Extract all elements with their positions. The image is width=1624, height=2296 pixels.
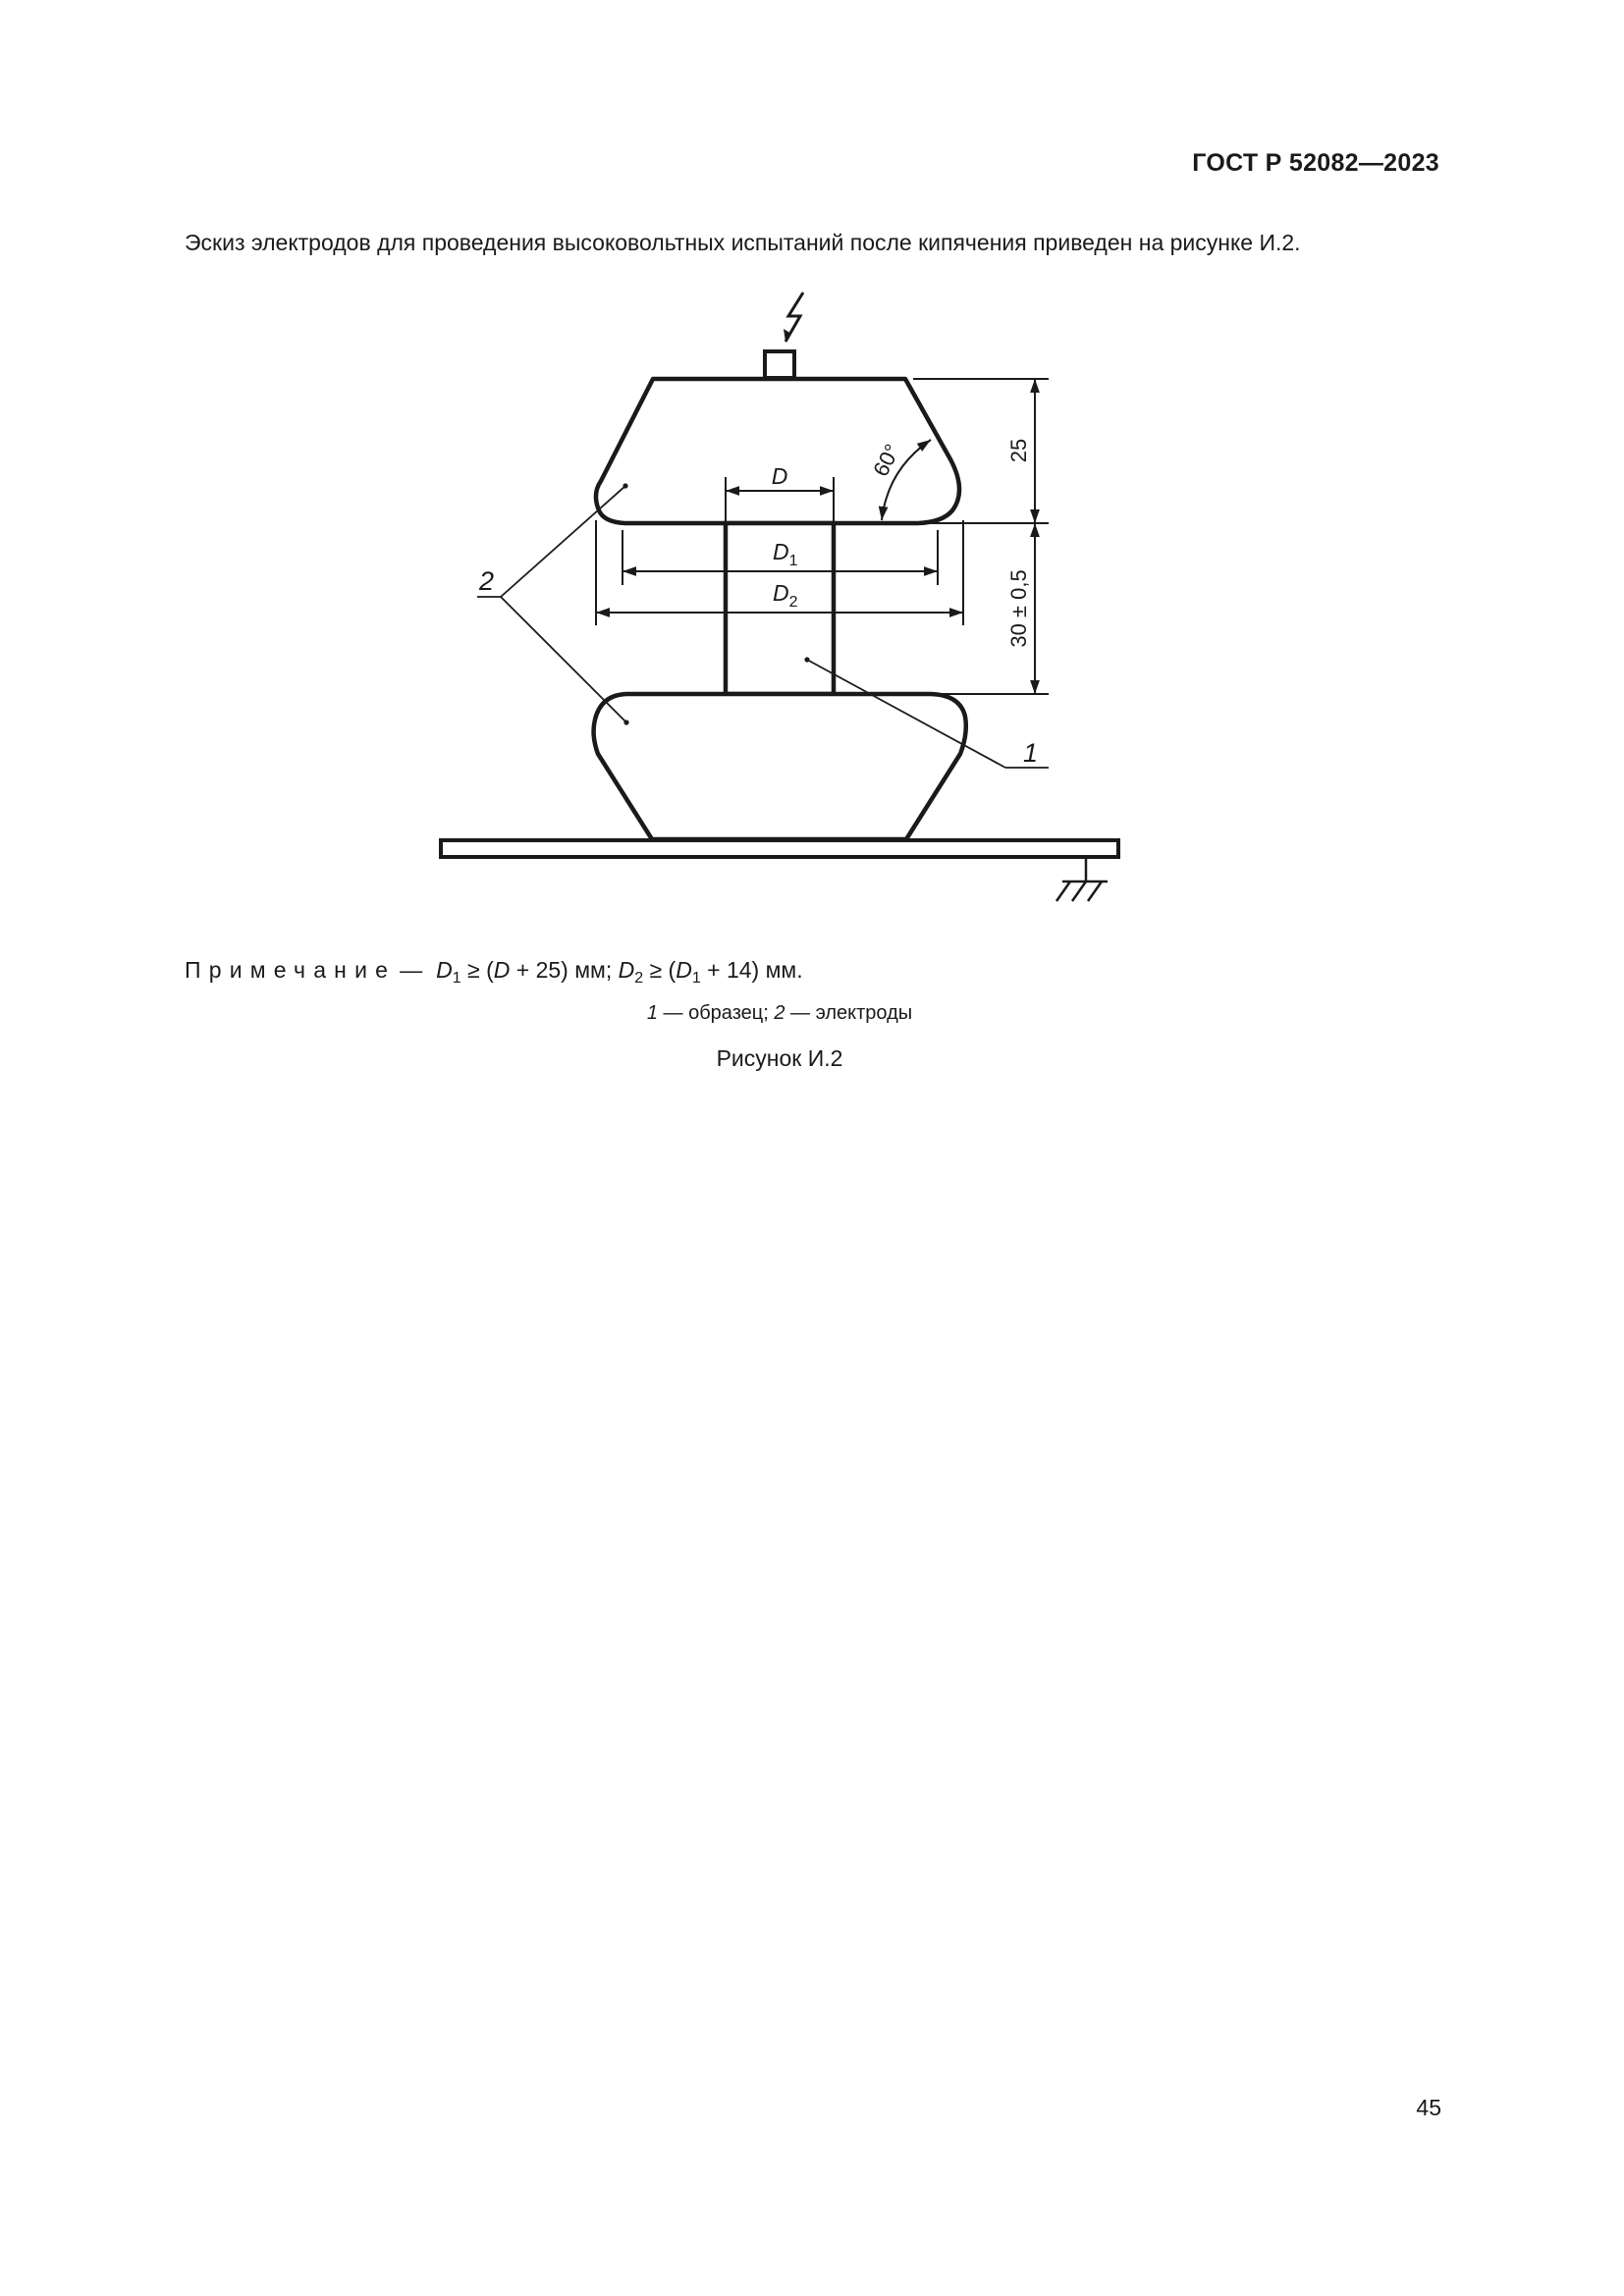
callout-electrodes-label: 2 bbox=[479, 566, 495, 596]
upper-electrode bbox=[596, 379, 959, 523]
dimension-d1-label: $D_1$ bbox=[773, 539, 798, 569]
electrode-diagram bbox=[0, 0, 1624, 942]
figure-caption: Рисунок И.2 bbox=[716, 1045, 843, 1071]
page-number: 45 bbox=[1416, 2095, 1441, 2120]
figure-legend: 1 — образец; 2 — электроды bbox=[646, 1002, 913, 1024]
dimension-d-label: D bbox=[771, 463, 788, 489]
base-plate bbox=[441, 840, 1118, 857]
dimension-height-top-label: 25 bbox=[1006, 438, 1031, 463]
note-label: Примечание bbox=[185, 957, 397, 983]
callout-electrodes bbox=[477, 486, 626, 722]
figure-note: Примечание — $D_1 \ge (D + 25)$ мм; $D_2 \ge (D_1 + 14)$ мм. bbox=[185, 957, 803, 987]
dimension-d2-label: $D_2$ bbox=[773, 580, 798, 611]
ground-icon bbox=[1056, 857, 1108, 901]
terminal-box bbox=[765, 351, 794, 378]
note-dash: — bbox=[400, 957, 423, 983]
angle-label: 60° bbox=[868, 440, 905, 481]
callout-sample-label: 1 bbox=[1023, 738, 1039, 768]
dimension-gap-label: 30 ± 0,5 bbox=[1006, 569, 1031, 648]
document-number: ГОСТ Р 52082—2023 bbox=[1192, 149, 1439, 177]
intro-paragraph: Эскиз электродов для проведения высоковольтных испытаний после кипячения приведен на рисунке И.2. bbox=[185, 230, 1301, 255]
